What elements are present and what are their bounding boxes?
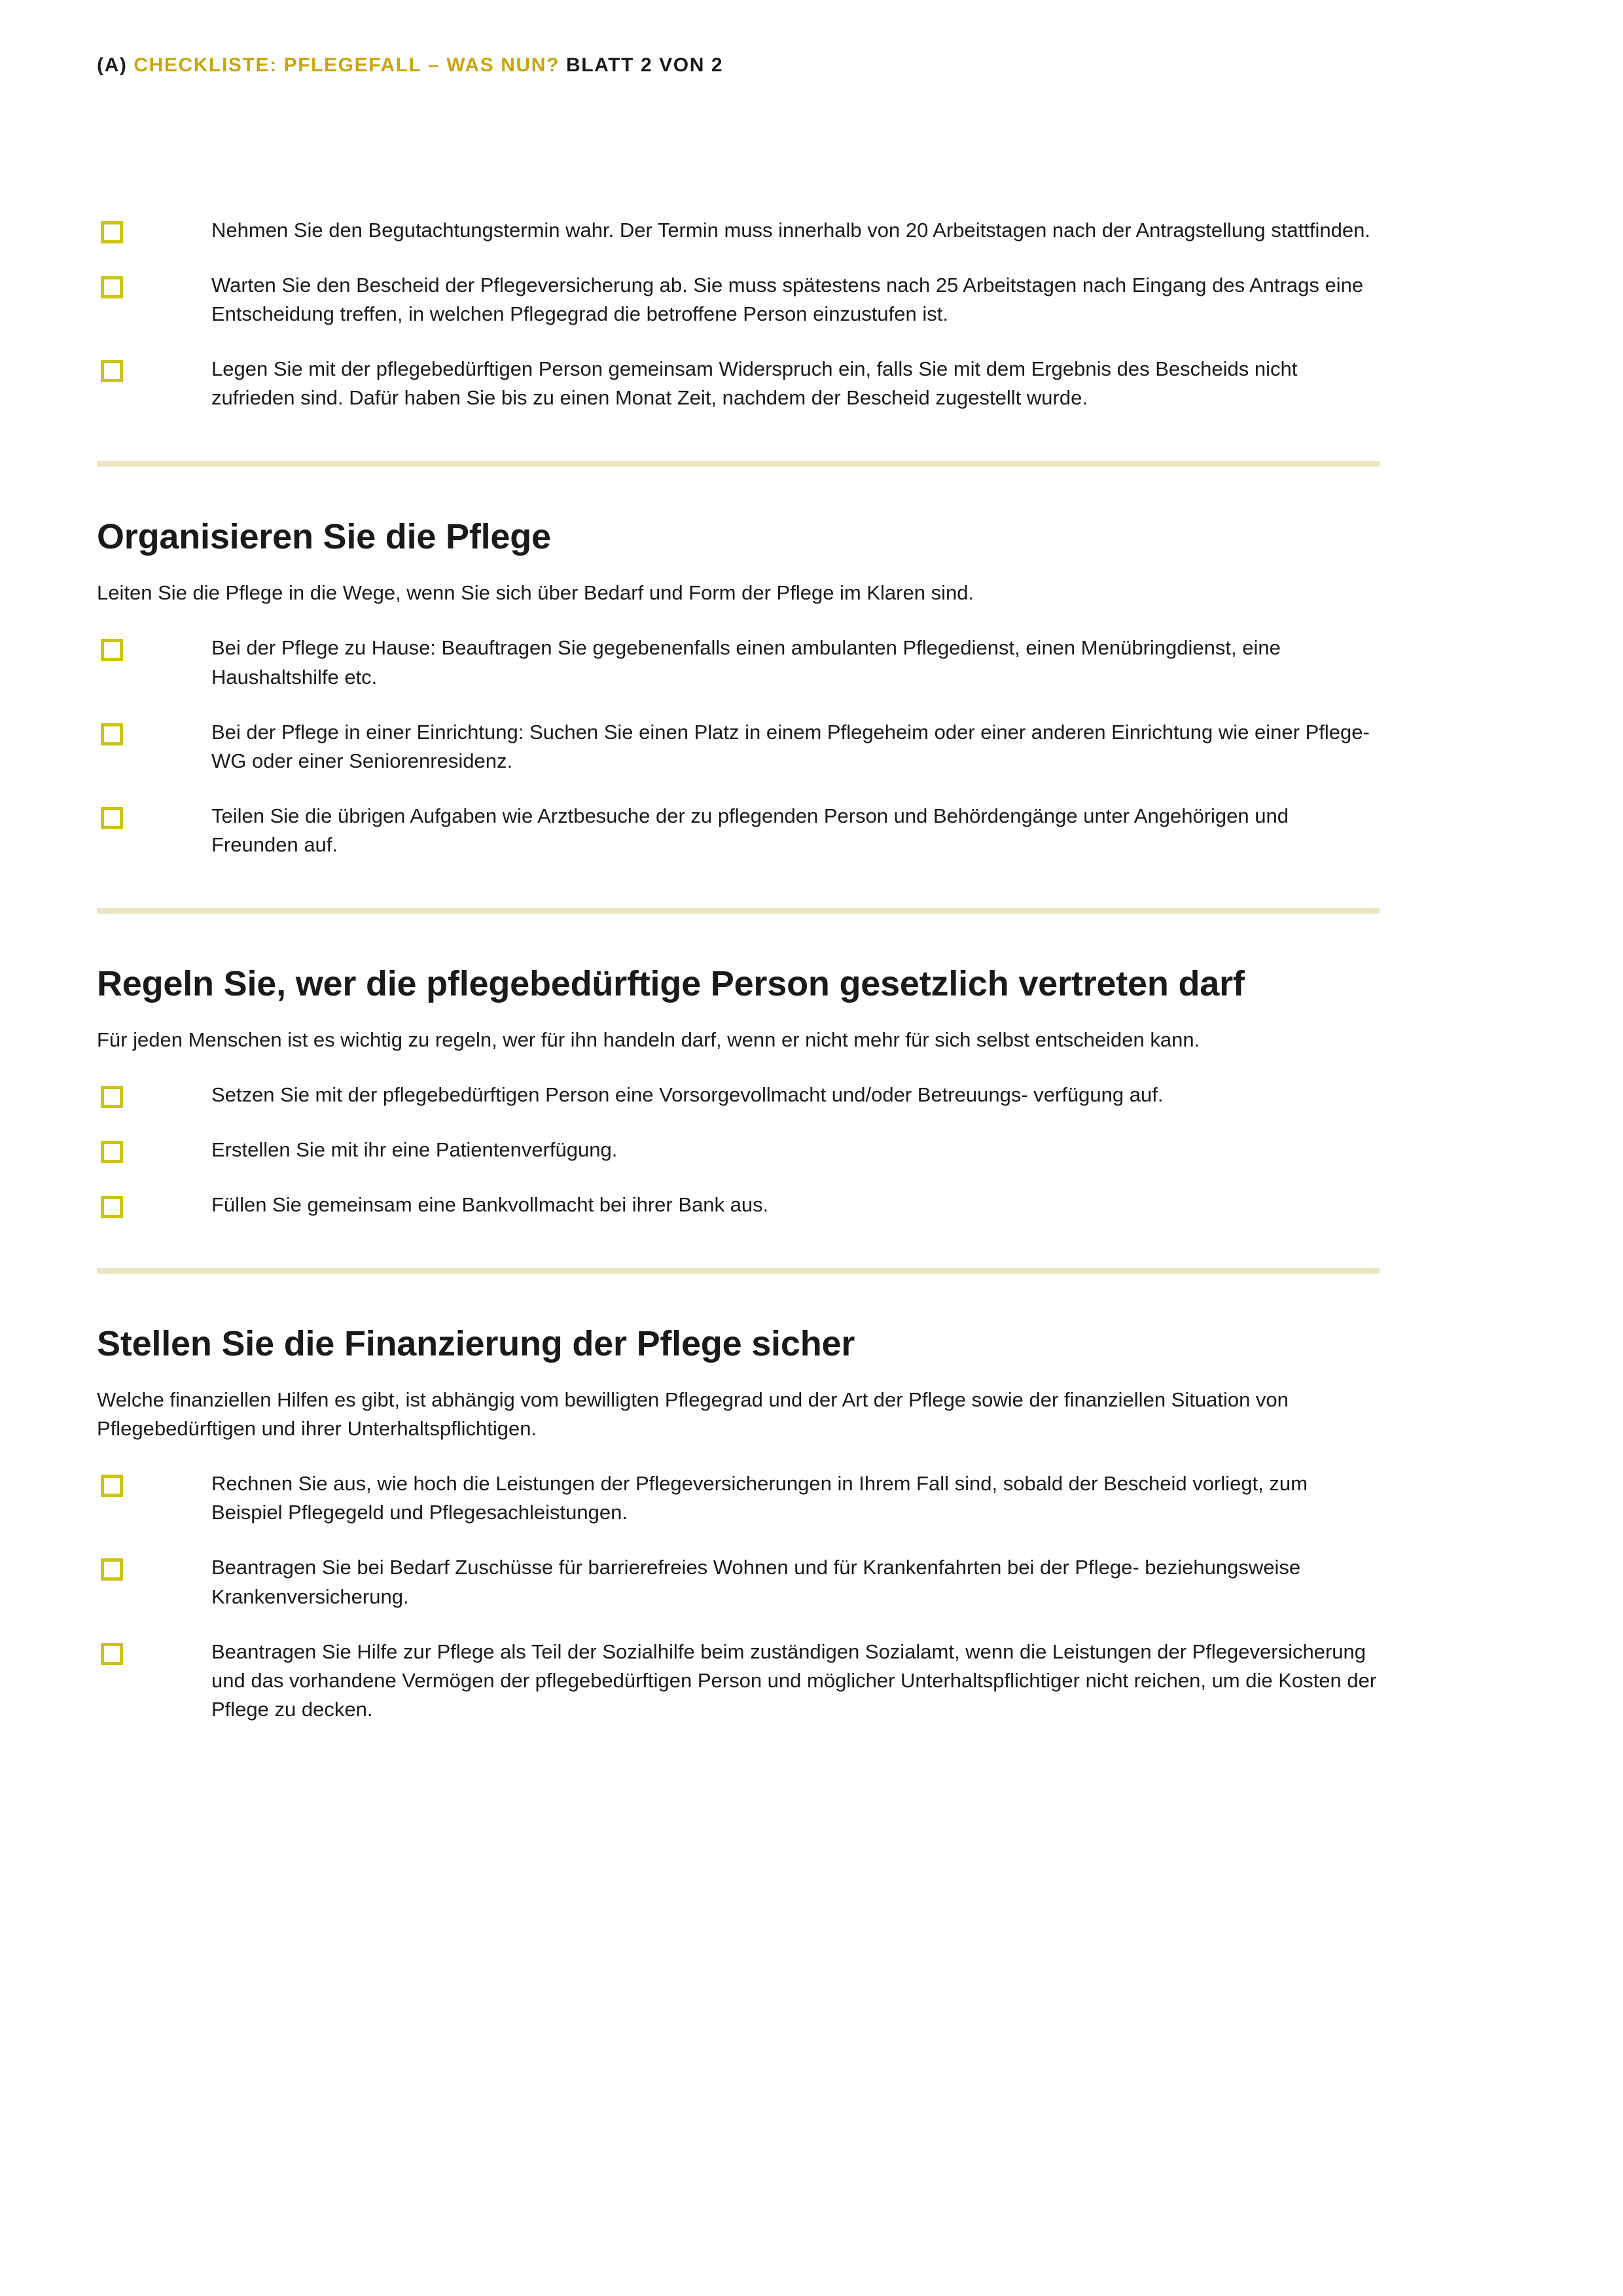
checklist-item-label: Beantragen Sie Hilfe zur Pflege als Teil der Sozialhilfe beim zuständigen Sozialamt, wenn die Leistungen der Pflegeversicherung und das vorhandene Vermögen der pflegebedürftigen Person und möglicher Unterhaltspflichtiger nicht reichen, um die Kosten der Pflege zu decken. <box>211 1640 1377 1721</box>
checklist-item[interactable] <box>97 718 1380 776</box>
section-intro: Welche finanziellen Hilfen es gibt, ist abhängig vom bewilligten Pflegegrad und der Art der Pflege sowie der finanziellen Situation von Pflegebedürftigen und ihrer Unterhaltspflichtigen. <box>97 1388 1289 1441</box>
checklist-item-label: Warten Sie den Bescheid der Pflegeversicherung ab. Sie muss spätestens nach 25 Arbeitstagen nach Eingang des Antrags eine Entscheidung treffen, in welchen Pflegegrad die betroffene Person einzustufen ist. <box>211 274 1364 326</box>
checklist-item[interactable] <box>97 355 1380 412</box>
spacer <box>97 859 1380 908</box>
spacer <box>97 607 1380 634</box>
checkbox-icon[interactable] <box>101 360 123 382</box>
checkbox-icon[interactable] <box>101 807 123 829</box>
checkbox-icon[interactable] <box>101 1475 123 1497</box>
checklist-item-label: Setzen Sie mit der pflegebedürftigen Person eine Vorsorgevollmacht und/oder Betreuungs- verfügung auf. <box>211 1083 1164 1106</box>
section-divider <box>97 461 1380 467</box>
checkbox-icon[interactable] <box>101 221 123 243</box>
section-heading: Organisieren Sie die Pflege <box>97 517 551 557</box>
checkbox-icon[interactable] <box>101 1643 123 1665</box>
sheet-indicator: BLATT 2 VON 2 <box>565 54 724 76</box>
spacer <box>97 556 1380 579</box>
section-heading: Stellen Sie die Finanzierung der Pflege sicher <box>97 1324 855 1364</box>
spacer <box>97 1363 1380 1386</box>
spacer <box>97 412 1380 461</box>
checklist-item[interactable] <box>97 1191 1380 1219</box>
checklist-item-label: Beantragen Sie bei Bedarf Zuschüsse für barrierefreies Wohnen und für Krankenfahrten bei der Pflege- beziehungsweise Krankenversicherung. <box>211 1556 1301 1608</box>
checkbox-icon[interactable] <box>101 1141 123 1163</box>
checklist-item[interactable] <box>97 634 1380 691</box>
checkbox-icon[interactable] <box>101 1196 123 1218</box>
checklist-item-label: Bei der Pflege in einer Einrichtung: Suchen Sie einen Platz in einem Pflegeheim oder einer anderen Einrichtung wie einer Pflege-WG oder einer Seniorenresidenz. <box>211 720 1370 772</box>
spacer <box>97 467 1380 518</box>
spacer <box>97 1443 1380 1469</box>
spacer <box>97 914 1380 965</box>
section-intro: Leiten Sie die Pflege in die Wege, wenn Sie sich über Bedarf und Form der Pflege im Klaren sind. <box>97 581 974 605</box>
checkbox-icon[interactable] <box>101 723 123 745</box>
section-intro: Für jeden Menschen ist es wichtig zu regeln, wer für ihn handeln darf, wenn er nicht mehr für sich selbst entscheiden kann. <box>97 1028 1200 1051</box>
spacer <box>97 1274 1380 1325</box>
checkbox-icon[interactable] <box>101 1558 123 1581</box>
checklist-item[interactable] <box>97 1553 1380 1611</box>
checklist-item-label: Rechnen Sie aus, wie hoch die Leistungen der Pflegeversicherungen in Ihrem Fall sind, sobald der Bescheid vorliegt, zum Beispiel Pflegegeld und Pflegesachleistungen. <box>211 1472 1308 1524</box>
checklist-item-label: Erstellen Sie mit ihr eine Patientenverfügung. <box>211 1138 618 1161</box>
top-checklist <box>97 216 1380 412</box>
content-column <box>97 216 1380 1724</box>
spacer <box>97 1003 1380 1026</box>
section-checklist <box>97 634 1380 859</box>
checklist-item[interactable] <box>97 216 1380 245</box>
checklist-item-label: Legen Sie mit der pflegebedürftigen Person gemeinsam Widerspruch ein, falls Sie mit dem Ergebnis des Bescheids nicht zufrieden sind. Dafür haben Sie bis zu einen Monat Zeit, nachdem der Bescheid zugestellt wurde. <box>211 357 1298 410</box>
checklist-item[interactable] <box>97 271 1380 329</box>
header-mark: (A) <box>97 54 128 76</box>
checkbox-icon[interactable] <box>101 639 123 661</box>
spacer <box>97 1054 1380 1081</box>
checklist-item-label: Nehmen Sie den Begutachtungstermin wahr. Der Termin muss innerhalb von 20 Arbeitstagen nach der Antragstellung stattfinden. <box>211 219 1370 242</box>
checklist-item[interactable] <box>97 1081 1380 1109</box>
checklist-item[interactable] <box>97 1469 1380 1527</box>
checklist-item-label: Teilen Sie die übrigen Aufgaben wie Arztbesuche der zu pflegenden Person und Behördengänge unter Angehörigen und Freunden auf. <box>211 804 1289 856</box>
checklist-item[interactable] <box>97 1136 1380 1164</box>
page-title: CHECKLISTE: PFLEGEFALL – WAS NUN? <box>134 54 560 76</box>
section-checklist <box>97 1081 1380 1219</box>
checkbox-icon[interactable] <box>101 276 123 298</box>
page-header <box>97 54 723 77</box>
section-heading: Regeln Sie, wer die pflegebedürftige Person gesetzlich vertreten darf <box>97 963 1245 1003</box>
checklist-item-label: Bei der Pflege zu Hause: Beauftragen Sie gegebenenfalls einen ambulanten Pflegedienst, einen Menübringdienst, eine Haushaltshilfe etc. <box>211 636 1281 689</box>
section-divider <box>97 1268 1380 1274</box>
section-divider <box>97 908 1380 914</box>
spacer <box>97 1219 1380 1268</box>
checklist-item[interactable] <box>97 1638 1380 1724</box>
checklist-item-label: Füllen Sie gemeinsam eine Bankvollmacht bei ihrer Bank aus. <box>211 1193 769 1217</box>
section-checklist <box>97 1469 1380 1723</box>
checkbox-icon[interactable] <box>101 1086 123 1108</box>
checklist-item[interactable] <box>97 802 1380 859</box>
